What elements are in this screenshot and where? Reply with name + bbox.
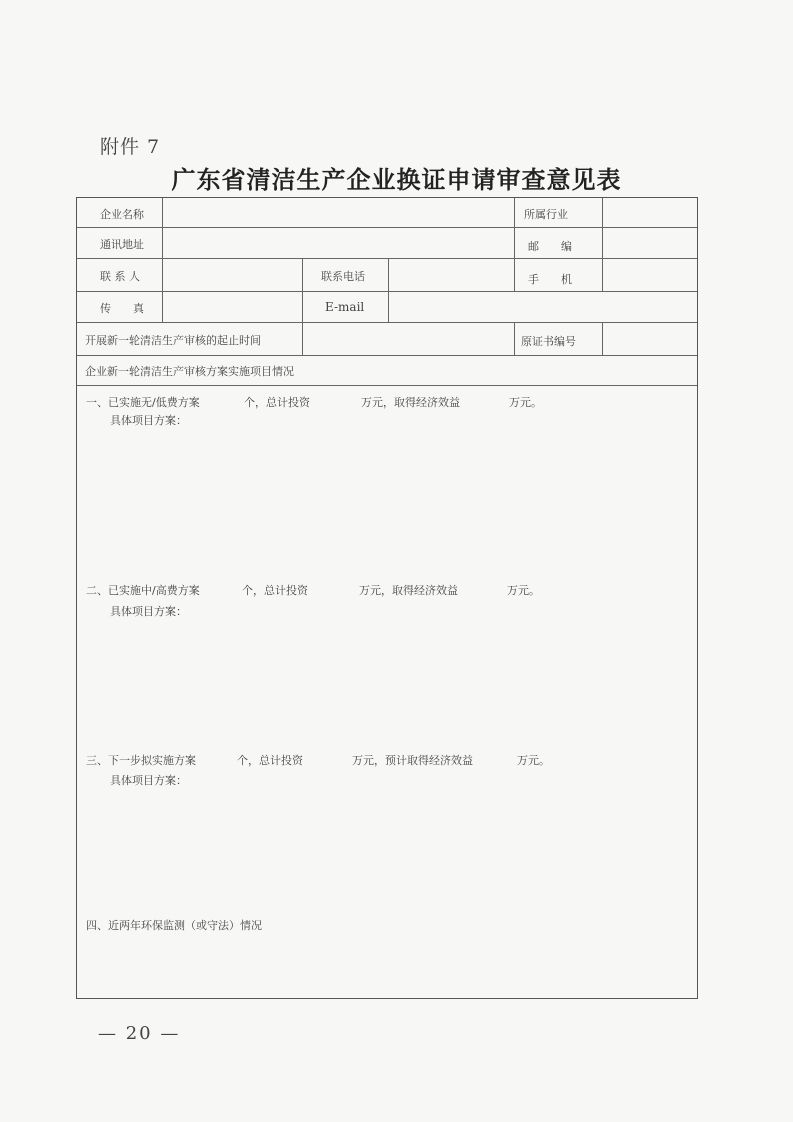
section-investment-unit: 万元，取得经济效益 (361, 396, 460, 409)
company-name-field[interactable] (163, 198, 514, 227)
postcode-field[interactable] (603, 228, 697, 258)
section-benefit-unit: 万元。 (509, 396, 542, 409)
section-no-low-cost-detail[interactable] (107, 430, 687, 580)
cert-no-label: 原证书编号 (521, 335, 576, 348)
section-medium-high-cost (86, 582, 686, 596)
audit-time-field[interactable] (303, 323, 514, 355)
phone-field[interactable] (389, 259, 514, 291)
review-form (76, 197, 698, 999)
section-label: 三、下一步拟实施方案 (86, 754, 196, 767)
postcode-label: 邮 编 (528, 240, 572, 253)
contact-field[interactable] (163, 259, 302, 291)
section-label: 一、已实施无/低费方案 (86, 396, 200, 409)
section-count-unit: 个，总计投资 (244, 396, 310, 409)
address-field[interactable] (163, 228, 514, 258)
mobile-field[interactable] (603, 259, 697, 291)
mobile-label: 手 机 (528, 273, 572, 286)
row-divider (77, 385, 697, 386)
phone-label: 联系电话 (321, 270, 365, 283)
section-monitoring-detail[interactable] (85, 938, 690, 996)
section-planned-detail[interactable] (107, 790, 687, 910)
industry-label: 所属行业 (524, 208, 568, 221)
section-label: 二、已实施中/高费方案 (86, 584, 200, 597)
industry-field[interactable] (603, 198, 697, 227)
col-divider (514, 322, 515, 355)
audit-time-label: 开展新一轮清洁生产审核的起止时间 (85, 334, 261, 347)
section-detail-label: 具体项目方案： (110, 605, 187, 618)
fax-label: 传 真 (100, 302, 144, 315)
form-title: 广东省清洁生产企业换证申请审查意见表 (171, 165, 622, 194)
section-label: 四、近两年环保监测（或守法）情况 (86, 919, 262, 932)
section-medium-high-cost-detail[interactable] (107, 620, 687, 748)
fax-field[interactable] (163, 292, 302, 322)
annex-label: 附件 7 (100, 136, 161, 158)
address-label: 通讯地址 (100, 238, 144, 251)
section-monitoring (86, 917, 686, 931)
company-name-label: 企业名称 (100, 208, 144, 221)
cert-no-field[interactable] (603, 323, 697, 355)
section-detail-label: 具体项目方案： (110, 774, 187, 787)
section-count-unit: 个，总计投资 (237, 754, 303, 767)
col-divider (514, 198, 515, 291)
contact-label: 联 系 人 (100, 270, 140, 283)
section-no-low-cost (86, 394, 686, 408)
email-label: E-mail (325, 300, 365, 314)
row-divider (77, 355, 697, 356)
page-number: — 20 — (98, 1023, 181, 1044)
section-count-unit: 个，总计投资 (242, 584, 308, 597)
section-benefit-unit: 万元。 (507, 584, 540, 597)
section-planned (86, 752, 686, 766)
implementation-label: 企业新一轮清洁生产审核方案实施项目情况 (85, 365, 294, 378)
section-investment-unit: 万元，预计取得经济效益 (352, 754, 473, 767)
section-benefit-unit: 万元。 (517, 754, 550, 767)
email-field[interactable] (389, 292, 697, 322)
section-detail-label: 具体项目方案： (110, 414, 187, 427)
section-investment-unit: 万元，取得经济效益 (359, 584, 458, 597)
